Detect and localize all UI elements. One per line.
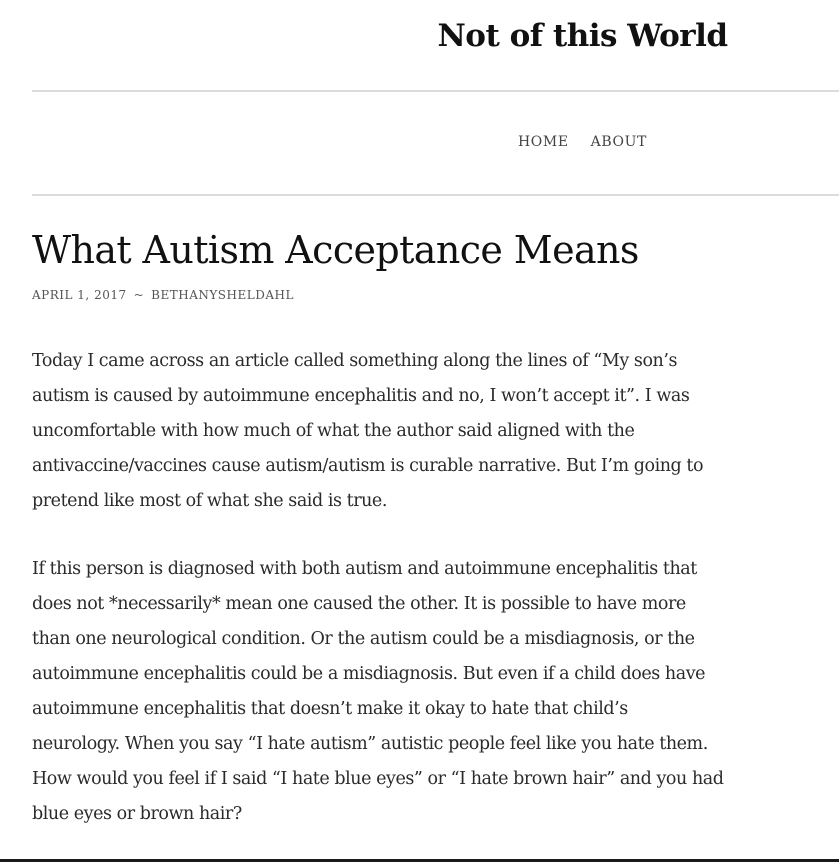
post-content <box>32 344 822 865</box>
paragraph-line: autism is caused by autoimmune encephalitis and no, I won’t accept it”. I was <box>32 386 690 406</box>
paragraph-line: neurology. When you say “I hate autism” autistic people feel like you hate them. <box>32 734 708 754</box>
post-author-link[interactable]: BETHANYSHELDAHL <box>151 288 294 302</box>
post-date-link[interactable]: APRIL 1, 2017 <box>32 288 127 302</box>
paragraph-line: does not *necessarily* mean one caused the other. It is possible to have more <box>32 594 686 614</box>
post-title: What Autism Acceptance Means <box>32 228 639 272</box>
post-paragraph <box>32 344 822 519</box>
main-navigation <box>518 134 647 150</box>
post-paragraph <box>32 552 822 832</box>
paragraph-line: uncomfortable with how much of what the author said aligned with the <box>32 421 635 441</box>
nav-item-home[interactable]: HOME <box>518 134 569 150</box>
paragraph-line: antivaccine/vaccines cause autism/autism is curable narrative. But I’m going to <box>32 456 704 476</box>
paragraph-line: pretend like most of what she said is true. <box>32 491 387 511</box>
header-divider-bottom <box>32 194 839 196</box>
meta-separator: ~ <box>133 288 145 302</box>
post-meta <box>32 288 294 302</box>
site-title[interactable]: Not of this World <box>437 18 728 54</box>
paragraph-line: Today I came across an article called something along the lines of “My son’s <box>32 351 677 371</box>
paragraph-line: than one neurological condition. Or the autism could be a misdiagnosis, or the <box>32 629 695 649</box>
paragraph-line: autoimmune encephalitis that doesn’t make it okay to hate that child’s <box>32 699 628 719</box>
nav-item-about[interactable]: ABOUT <box>590 134 647 150</box>
paragraph-line: autoimmune encephalitis could be a misdiagnosis. But even if a child does have <box>32 664 706 684</box>
paragraph-line: blue eyes or brown hair? <box>32 804 242 824</box>
paragraph-line: How would you feel if I said “I hate blue eyes” or “I hate brown hair” and you had <box>32 769 724 789</box>
paragraph-line: If this person is diagnosed with both autism and autoimmune encephalitis that <box>32 559 697 579</box>
header-divider-top <box>32 90 839 92</box>
